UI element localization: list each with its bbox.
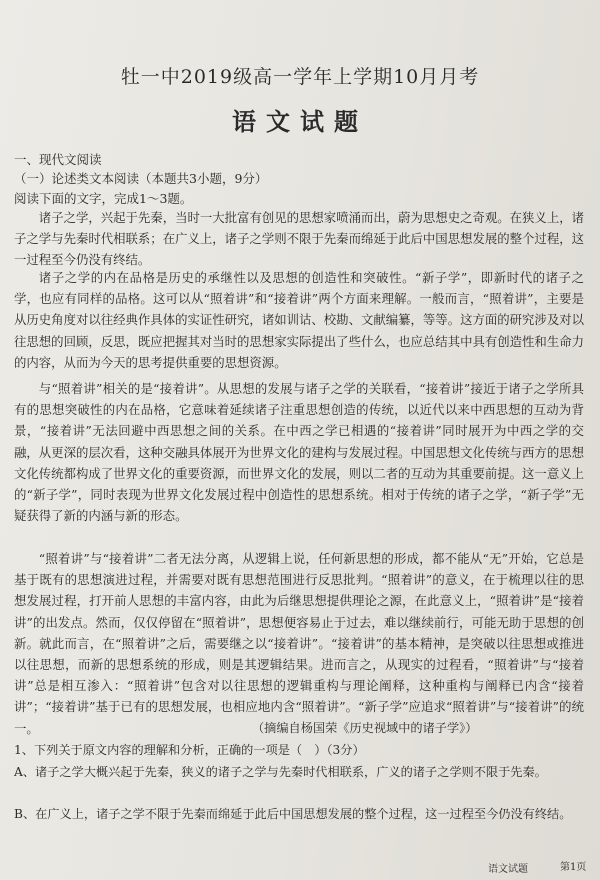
passage-paragraph-3: 与“照着讲”相关的是“接着讲”。从思想的发展与诸子之学的关联看，“接着讲”接近于诸子之学所具有的思想突破性的内在品格，它意味着延续诸子注重思想创造的传统，以近代以来中西思想的互动为背景，“接着讲”无法回避中西思想之间的关系。在中西之学已相遇的“接着讲”同时展开为中西之学的交融，从更深的层次看，这种交融具体展开为世界文化的建构与发展过程。中国思想文化传统与西方的思想文化传统都构成了世界文化的重要资源，而世界文化的发展，则以二者的互动为其重要前提。这一意义上的“新子学”，同时表现为世界文化发展过程中创造性的思想系统。相对于传统的诸子之学，“新子学”无疑获得了新的内涵与新的形态。 — [14, 381, 584, 524]
question-1-option-a: A、诸子之学大概兴起于先秦，狭义的诸子之学与先秦时代相联系，广义的诸子之学则不限于先秦。 — [14, 765, 547, 779]
footer-page-number: 第1页 — [560, 862, 587, 873]
passage-paragraph-1: 诸子之学，兴起于先秦，当时一大批富有创见的思想家喷涌而出，蔚为思想史之奇观。在狭义上，诸子之学与先秦时代相联系；在广义上，诸子之学则不限于先秦而绵延于此后中国思想发展的整个过程，这一过程至今仍没有终结。 — [14, 210, 584, 268]
reading-instruction: 阅读下面的文字，完成1～3题。 — [14, 191, 193, 206]
subsection-heading: （一）论述类文本阅读（本题共3小题，9分） — [14, 171, 268, 186]
passage-paragraph-2: 诸子之学的内在品格是历史的承继性以及思想的创造性和突破性。“新子学”，即新时代的诸子之学，也应有同样的品格。这可以从“照着讲”和“接着讲”两个方面来理解。一般而言，“照着讲”，主要是从历史角度对以往经典作具体的实证性研究，诸如训诂、校勘、文献编纂，等等。这方面的研究涉及对以往思想的回顾，反思，既应把握其对当时的思想家实际提出了些什么，也应总结其中具有创造性和生命力的内容，从而为今天的思考提供重要的思想资源。 — [14, 270, 584, 370]
section-heading: 一、现代文阅读 — [14, 152, 102, 167]
passage-paragraph-4: “照着讲”与“接着讲”二者无法分离，从逻辑上说，任何新思想的形成，都不能从“无”开始，它总是基于既有的思想演进过程，并需要对既有思想范围进行反思批判。“照着讲”的意义，在于梳理以往的思想发展过程，打开前人思想的丰富内容，由此为后继思想提供理论之源，在此意义上，“照着讲”是“接着讲”的出发点。然而，仅仅停留在“照着讲”，思想便容易止于过去，难以继续前行，可能无助于思想的创新。就此而言，在“照着讲”之后，需要继之以“接着讲”。“接着讲”的基本精神，是突破以往思想或推进以往思想，而新的思想系统的形成，则是其逻辑结果。进而言之，从现实的过程看，“照着讲”与“接着讲”总是相互渗入：“照着讲”包含对以往思想的逻辑重构与理论阐释，这种重构与阐释已内含“接着讲”；“接着讲”基于已有的思想发展，也相应地内含“照着讲”。“新子学”应追求“照着讲”与“接着讲”的统一。 — [14, 551, 584, 736]
footer-subject: 语文试题 — [488, 864, 528, 875]
question-1-stem: 1、下列关于原文内容的理解和分析，正确的一项是（ ）（3分） — [14, 743, 365, 757]
passage-source: （摘编自杨国荣《历史视域中的诸子学》） — [252, 721, 478, 735]
question-1-option-b: B、在广义上，诸子之学不限于先秦而绵延于此后中国思想发展的整个过程，这一过程至今仍没有终结。 — [14, 807, 572, 821]
exam-title: 牡一中2019级高一学年上学期10月月考 — [120, 66, 480, 88]
subject-title: 语文试题 — [232, 107, 368, 136]
